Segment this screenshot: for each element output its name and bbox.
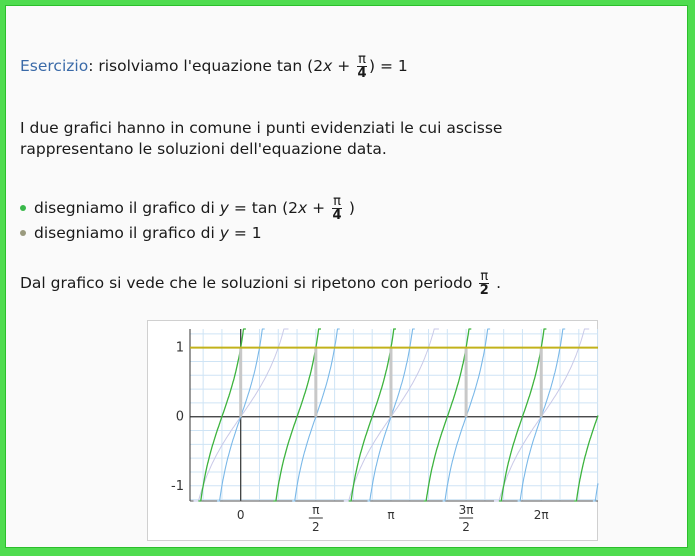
x-tick-label: π: [312, 503, 320, 517]
x-tick-label: 2π: [533, 508, 549, 522]
y-tick-label: 0: [175, 409, 184, 425]
exercise-text: : risolviamo l'equazione tan (2: [88, 57, 324, 75]
paragraph-line-1: I due grafici hanno in comune i punti evidenziati le cui ascisse: [20, 119, 503, 137]
bullet-fraction: [332, 195, 342, 222]
fraction-denominator: 4: [332, 208, 342, 223]
paragraph-line-2: rappresentano le soluzioni dell'equazione data.: [20, 140, 387, 158]
olive-bullet-icon: [20, 230, 26, 236]
tangent-graph: [147, 320, 598, 541]
fraction-numerator: π: [358, 52, 366, 67]
bullet-tail: = 1: [228, 224, 262, 242]
conclusion-text: Dal grafico si vede che le soluzioni si ripetono con periodo: [20, 274, 473, 292]
bullet-text: disegniamo il grafico di: [34, 224, 220, 242]
exercise-var: x: [323, 57, 333, 75]
bullet-var: y: [219, 199, 229, 217]
y-tick-label: -1: [171, 478, 184, 494]
exercise-fraction: [357, 53, 367, 80]
x-tick-label: 2: [312, 520, 320, 534]
fraction-numerator: π: [333, 194, 341, 209]
conclusion-period: .: [496, 274, 502, 292]
x-tick-label: 3π: [458, 503, 474, 517]
y-tick-label: 1: [175, 340, 184, 356]
green-bullet-icon: [20, 205, 26, 211]
fraction-denominator: 2: [479, 283, 489, 298]
bullet-var: y: [219, 224, 229, 242]
exercise-line: [20, 53, 408, 80]
exercise-label: Esercizio: [20, 57, 89, 75]
bullet-text-mid: = tan (2: [228, 199, 299, 217]
conclusion-fraction: [479, 270, 489, 297]
bullet-text: disegniamo il grafico di: [34, 199, 220, 217]
bullet-tail: ): [343, 199, 355, 217]
exercise-tail: ) = 1: [368, 57, 408, 75]
x-tick-label: 0: [236, 508, 245, 522]
chart-svg: [148, 321, 599, 542]
bullet-plus: +: [307, 199, 331, 217]
bullet-item-tan: [20, 195, 355, 222]
exercise-plus: +: [332, 57, 356, 75]
x-tick-label: π: [387, 508, 395, 522]
fraction-numerator: π: [480, 269, 489, 284]
conclusion-line: [20, 270, 501, 297]
x-tick-label: 2: [462, 520, 470, 534]
bullet-item-line: [20, 224, 262, 242]
fraction-denominator: 4: [357, 66, 367, 81]
bullet-x: x: [298, 199, 308, 217]
